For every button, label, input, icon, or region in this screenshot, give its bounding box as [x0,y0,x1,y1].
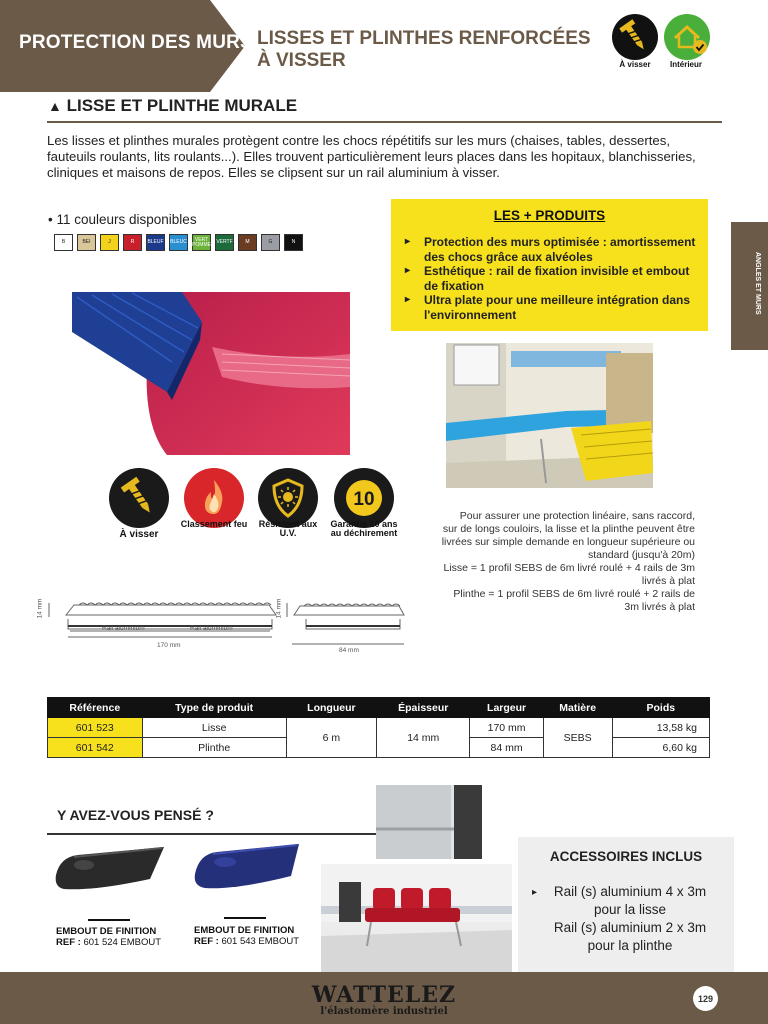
color-swatch: R [123,234,142,251]
spec-table [47,697,710,758]
section-title: ▲ LISSE ET PLINTHE MURALE [48,96,298,115]
side-tab[interactable] [731,222,768,350]
section-divider [47,121,722,123]
embout-blue-photo [191,842,303,892]
embout-divider [224,917,266,919]
accessoires-box [518,837,734,972]
intro-text: Les lisses et plinthes murales protègent contre les chocs répétitifs sur les murs (chaises, tables, dessertes, fauteuils roulants, lits roulants...). Elles trouvent particulièrement leurs places dans les hopitaux, blanchisseries, cliniques et maisons de repos. Elles se clipsent sur un rail aluminium à visser. [47,133,696,180]
produits-box [391,199,708,331]
col-header: Épaisseur [377,698,470,718]
delivery-note: Pour assurer une protection linéaire, sans raccord, sur de longs couloirs, la lisse et la plinthe peuvent être livrées sur simple demande en longueur supérieure ou standard (jusqu'à 20m) Lisse = 1 profil SEBS de 6m livré roulé + 4 rails de 3m livrés à plat Plinthe = 1 profil SEBS de 6m livré roulé + 2 rails de 3m livrés à plat [441,510,695,613]
color-swatch: VERT POMME [192,234,211,251]
poids-cell: 6,60 kg [612,738,709,758]
color-swatch: J [100,234,119,251]
house-check-icon-label: Intérieur [669,60,702,69]
type-cell: Lisse [142,718,286,738]
produits-title: LES + PRODUITS [493,208,606,223]
col-header: Longueur [286,698,376,718]
matiere-cell: SEBS [543,718,612,758]
ref-cell: 601 542 [48,738,143,758]
badge-label: Classement feu [180,519,248,529]
color-swatches [54,234,303,251]
embout-black-photo [54,845,166,891]
bullet-icon: ▸ [532,887,538,898]
color-swatch: BLEUF [146,234,165,251]
embout-item: EMBOUT DE FINITION REF : 601 543 EMBOUT [194,925,300,947]
color-swatch: G [261,234,280,251]
epaisseur-cell: 14 mm [377,718,470,758]
page-number: 129 [693,986,718,1011]
rail-label: Rail aluminium [102,625,145,632]
table-row [48,718,710,738]
width-dimension: 170 mm [157,642,181,649]
produits-item: ▸ Protection des murs optimisée : amortissement des chocs grâce aux alvéoles [405,235,700,264]
width-dimension: 84 mm [339,647,359,654]
col-header: Référence [48,698,143,718]
col-header: Largeur [470,698,543,718]
produits-item: ▸ Esthétique : rail de fixation invisible et embout de fixation [405,264,700,293]
accessoires-text: Rail (s) aluminium 4 x 3m pour la lisse Rail (s) aluminium 2 x 3m pour la plinthe [553,884,707,953]
brand-logo: WATTELEZ [311,982,457,1008]
screw-icon-label: À visser [619,60,651,69]
svg-text:10: 10 [353,489,375,510]
rail-label: Rail aluminium [190,625,233,632]
corridor-photo [446,343,653,488]
color-swatch: M [238,234,257,251]
accessoires-title: ACCESSOIRES INCLUS [549,849,703,864]
screw-badge-icon [109,468,169,528]
penser-title: Y AVEZ-VOUS PENSÉ ? [57,807,214,823]
badge-label: Garantie 10 ans au déchirement [330,519,398,538]
screw-icon [612,14,658,60]
color-swatch: B [54,234,73,251]
type-cell: Plinthe [142,738,286,758]
col-header: Poids [612,698,709,718]
longueur-cell: 6 m [286,718,376,758]
col-header: Type de produit [142,698,286,718]
category-label: PROTECTION DES MURS [19,32,253,53]
color-swatch: N [284,234,303,251]
color-swatch: VERTF [215,234,234,251]
house-check-icon [664,14,710,60]
wall-rail-photo [376,785,482,859]
product-photo [72,292,350,455]
triangle-icon: ▲ [48,98,62,114]
penser-divider [47,833,377,835]
height-dimension: 14 mm [36,598,44,619]
color-swatch: BEI [77,234,96,251]
embout-item: EMBOUT DE FINITION REF : 601 524 EMBOUT [56,926,162,948]
poids-cell: 13,58 kg [612,718,709,738]
badge-label: À visser [119,529,159,540]
produits-item: ▸ Ultra plate pour une meilleure intégration dans l'environnement [405,293,700,322]
waiting-room-photo [321,864,512,972]
ref-cell: 601 523 [48,718,143,738]
side-tab-label: ANGLES ET MURS [754,252,761,315]
badge-label: Résistant aux U.V. [258,519,318,538]
col-header: Matière [543,698,612,718]
color-swatch: BLEUC [169,234,188,251]
colors-title: • 11 couleurs disponibles [48,212,197,227]
brand-tagline: l'élastomère industriel [320,1006,448,1017]
largeur-cell: 170 mm [470,718,543,738]
page-title: LISSES ET PLINTHES RENFORCÉES À VISSER [257,28,591,71]
largeur-cell: 84 mm [470,738,543,758]
profile-diagram [36,597,414,657]
embout-divider [88,919,130,921]
height-dimension: 14 mm [275,598,283,619]
